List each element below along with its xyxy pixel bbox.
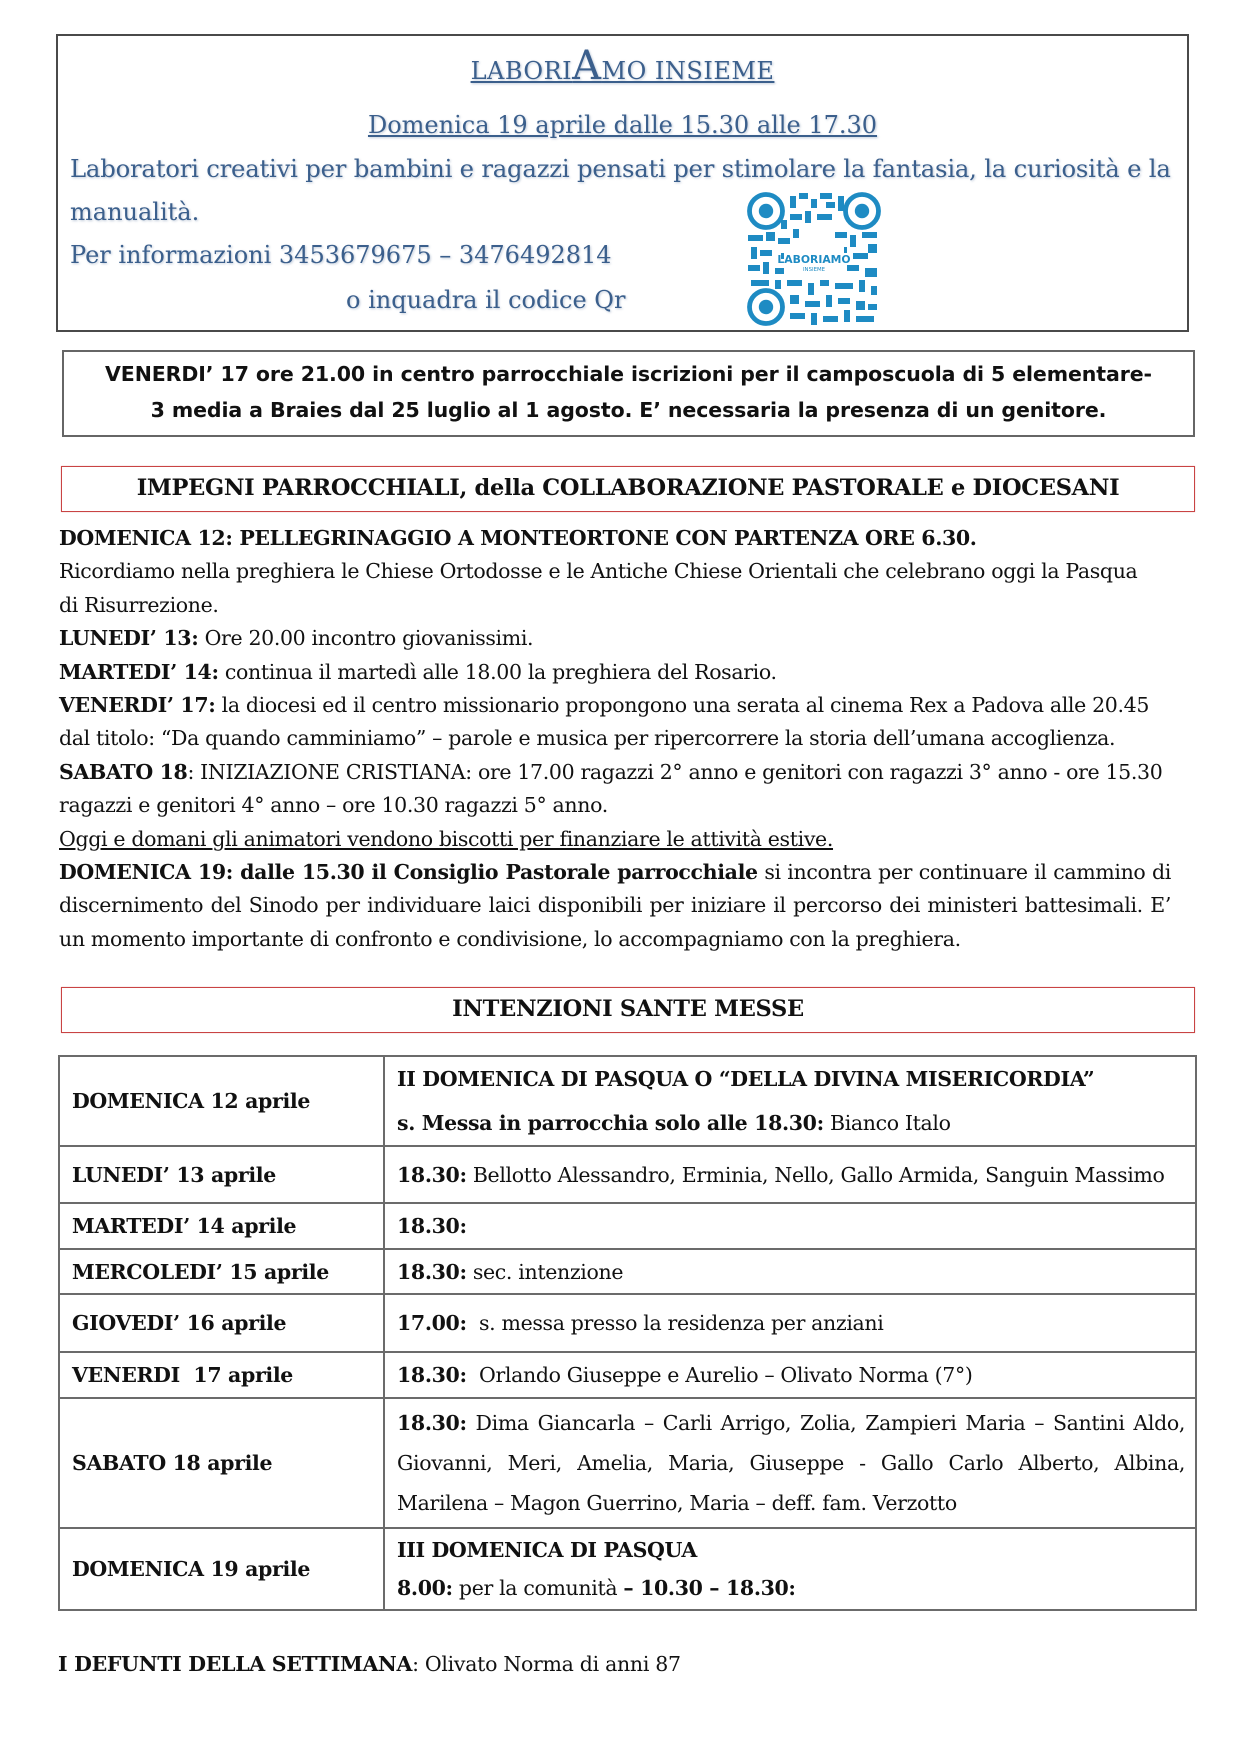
- detail-cell: [384, 1056, 1196, 1146]
- deceased-of-the-week: [58, 1652, 681, 1676]
- impegni-item: [59, 522, 1171, 555]
- impegni-item-text: si incontra per continuare il cammino di discernimento del Sinodo per individuare laici disponibili per iniziare il percorso dei ministeri battesimali. E’ un momento importante di confronto e condivisione, lo accompagniamo con la preghiera.: [59, 860, 1171, 951]
- table-row: [59, 1528, 1196, 1610]
- detail-label: 18.30:: [397, 1259, 467, 1284]
- impegni-item-text: Ore 20.00 incontro giovanissimi.: [198, 626, 534, 651]
- detail-text: per la comunità: [452, 1576, 624, 1600]
- detail-cell: [384, 1203, 1196, 1249]
- table-row: [59, 1203, 1196, 1249]
- impegni-item-underlined-text: Oggi e domani gli animatori vendono biscotti per finanziare le attività estive.: [59, 826, 834, 851]
- camposcuola-announcement-box: [62, 350, 1195, 437]
- impegni-item-label: SABATO 18: [59, 759, 188, 784]
- impegni-item: [59, 756, 1171, 789]
- impegni-item: [59, 622, 1171, 655]
- detail-label: 8.00:: [397, 1576, 453, 1600]
- detail-text: Bianco Italo: [823, 1111, 951, 1135]
- laboriamo-date: Domenica 19 aprile dalle 15.30 alle 17.30: [367, 111, 878, 139]
- impegni-item: [59, 722, 1171, 755]
- impegni-item-text: Ricordiamo nella preghiera le Chiese Ortodosse e le Antiche Chiese Orientali che celebrano oggi la Pasqua: [59, 559, 1138, 584]
- detail-cell: [384, 1352, 1196, 1398]
- impegni-item-text: di Risurrezione.: [59, 592, 219, 617]
- detail-label: 18.30:: [397, 1214, 467, 1238]
- impegni-item: [59, 656, 1171, 689]
- impegni-item: [59, 823, 1171, 856]
- detail-text: sec. intenzione: [466, 1259, 624, 1284]
- svg-text:LABORIAMO: LABORIAMO: [777, 252, 851, 266]
- day-cell: DOMENICA 19 aprile: [59, 1528, 384, 1610]
- day-cell: MERCOLEDI’ 15 aprile: [59, 1249, 384, 1294]
- day-cell: DOMENICA 12 aprile: [59, 1056, 384, 1146]
- table-row: [59, 1249, 1196, 1294]
- qr-code-icon[interactable]: [745, 190, 883, 328]
- detail-cell: [384, 1398, 1196, 1528]
- day-cell: MARTEDI’ 14 aprile: [59, 1203, 384, 1249]
- intenzioni-section-title: INTENZIONI SANTE MESSE: [452, 996, 804, 1022]
- detail-line: [397, 1443, 1185, 1483]
- detail-line: [397, 1403, 1185, 1443]
- detail-text: Giovanni, Meri, Amelia, Maria, Giuseppe - Gallo Carlo Alberto, Albina,: [397, 1451, 1185, 1475]
- detail-line: [397, 1101, 1185, 1145]
- detail-cell: [384, 1146, 1196, 1203]
- table-row: [59, 1146, 1196, 1203]
- laboriamo-qr-hint: o inquadra il codice Qr: [346, 286, 626, 314]
- deceased-label: I DEFUNTI DELLA SETTIMANA: [58, 1652, 413, 1676]
- impegni-item: [59, 789, 1171, 822]
- detail-label: 17.00:: [397, 1311, 467, 1335]
- detail-label: 18.30:: [397, 1162, 467, 1187]
- detail-line: [397, 1206, 1185, 1246]
- detail-text: Marilena – Magon Guerrino, Maria – deff. fam. Verzotto: [397, 1491, 957, 1515]
- impegni-item-text: dal titolo: “Da quando camminiamo” – parole e musica per ripercorrere la storia dell’umana accoglienza.: [59, 726, 1116, 751]
- detail-text: Orlando Giuseppe e Aurelio – Olivato Norma (7°): [466, 1363, 973, 1387]
- laboriamo-description-line1: Laboratori creativi per bambini e ragazzi pensati per stimolare la fantasia, la curiosità e la: [70, 154, 1171, 183]
- detail-label: II DOMENICA DI PASQUA O “DELLA DIVINA MISERICORDIA”: [397, 1067, 1095, 1091]
- detail-line: [397, 1355, 1185, 1395]
- impegni-item-text: la diocesi ed il centro missionario propongono una serata al cinema Rex a Padova alle 20.45: [215, 693, 1150, 718]
- detail-label: – 10.30 – 18.30:: [623, 1576, 796, 1600]
- laboriamo-contact-info: Per informazioni 3453679675 – 3476492814: [70, 241, 612, 269]
- impegni-item-text: : INIZIAZIONE CRISTIANA: ore 17.00 ragazzi 2° anno e genitori con ragazzi 3° anno - ore 15.30: [187, 759, 1163, 784]
- detail-line: [397, 1483, 1185, 1523]
- day-cell: SABATO 18 aprile: [59, 1398, 384, 1528]
- mass-intentions-table: [58, 1055, 1197, 1611]
- detail-line: [397, 1531, 1185, 1569]
- impegni-item-label: VENERDI’ 17:: [59, 693, 216, 718]
- detail-line: [397, 1153, 1185, 1197]
- detail-line: [397, 1252, 1185, 1292]
- impegni-item: [59, 589, 1171, 622]
- qr-code-graphic: [745, 190, 883, 328]
- impegni-item: [59, 689, 1171, 722]
- impegni-item: [59, 856, 1171, 956]
- impegni-list: [59, 522, 1171, 956]
- impegni-section-header-box: [61, 466, 1195, 512]
- detail-label: 18.30:: [397, 1411, 467, 1435]
- impegni-item-label: LUNEDI’ 13:: [59, 626, 199, 651]
- impegni-section-title: IMPEGNI PARROCCHIALI, della COLLABORAZIONE PASTORALE e DIOCESANI: [136, 475, 1120, 501]
- detail-label: s. Messa in parrocchia solo alle 18.30:: [397, 1111, 824, 1135]
- table-row: [59, 1352, 1196, 1398]
- day-cell: LUNEDI’ 13 aprile: [59, 1146, 384, 1203]
- impegni-item-label: MARTEDI’ 14:: [59, 659, 219, 684]
- table-row: [59, 1056, 1196, 1146]
- detail-cell: [384, 1294, 1196, 1352]
- day-cell: GIOVEDI’ 16 aprile: [59, 1294, 384, 1352]
- laboriamo-announcement-box: [56, 34, 1189, 332]
- title-suffix: MO INSIEME: [601, 57, 775, 85]
- table-row: [59, 1398, 1196, 1528]
- day-cell: VENERDI 17 aprile: [59, 1352, 384, 1398]
- detail-text: s. messa presso la residenza per anziani: [466, 1311, 884, 1335]
- deceased-text: : Olivato Norma di anni 87: [412, 1652, 681, 1676]
- camposcuola-line2: 3 media a Braies dal 25 luglio al 1 agosto. E’ necessaria la presenza di un genitore.: [150, 398, 1107, 422]
- laboriamo-title: [58, 43, 1187, 89]
- detail-text: Bellotto Alessandro, Erminia, Nello, Gallo Armida, Sanguin Massimo: [466, 1162, 1165, 1187]
- intenzioni-section-header-box: [61, 987, 1195, 1033]
- detail-text: Dima Giancarla – Carli Arrigo, Zolia, Zampieri Maria – Santini Aldo,: [466, 1411, 1185, 1435]
- detail-label: 18.30:: [397, 1363, 467, 1387]
- detail-cell: [384, 1249, 1196, 1294]
- detail-line: [397, 1301, 1185, 1345]
- impegni-item-text: continua il martedì alle 18.00 la preghiera del Rosario.: [218, 659, 777, 684]
- impegni-item: [59, 555, 1171, 588]
- table-row: [59, 1294, 1196, 1352]
- svg-text:INSIEME: INSIEME: [802, 267, 826, 273]
- impegni-item-label: DOMENICA 19: dalle 15.30 il Consiglio Pastorale parrocchiale: [59, 860, 758, 885]
- detail-label: III DOMENICA DI PASQUA: [397, 1538, 697, 1562]
- detail-line: [397, 1569, 1185, 1607]
- impegni-item-label: DOMENICA 12: PELLEGRINAGGIO A MONTEORTONE CON PARTENZA ORE 6.30.: [59, 526, 977, 550]
- impegni-item-text: ragazzi e genitori 4° anno – ore 10.30 ragazzi 5° anno.: [59, 793, 608, 818]
- camposcuola-line1: VENERDI’ 17 ore 21.00 in centro parrocchiale iscrizioni per il camposcuola di 5 elementare-: [105, 362, 1152, 386]
- title-big-letter: A: [572, 43, 602, 89]
- detail-cell: [384, 1528, 1196, 1610]
- laboriamo-description-line2: manualità.: [70, 198, 200, 226]
- title-prefix: LABORI: [470, 57, 573, 85]
- detail-line: [397, 1057, 1185, 1101]
